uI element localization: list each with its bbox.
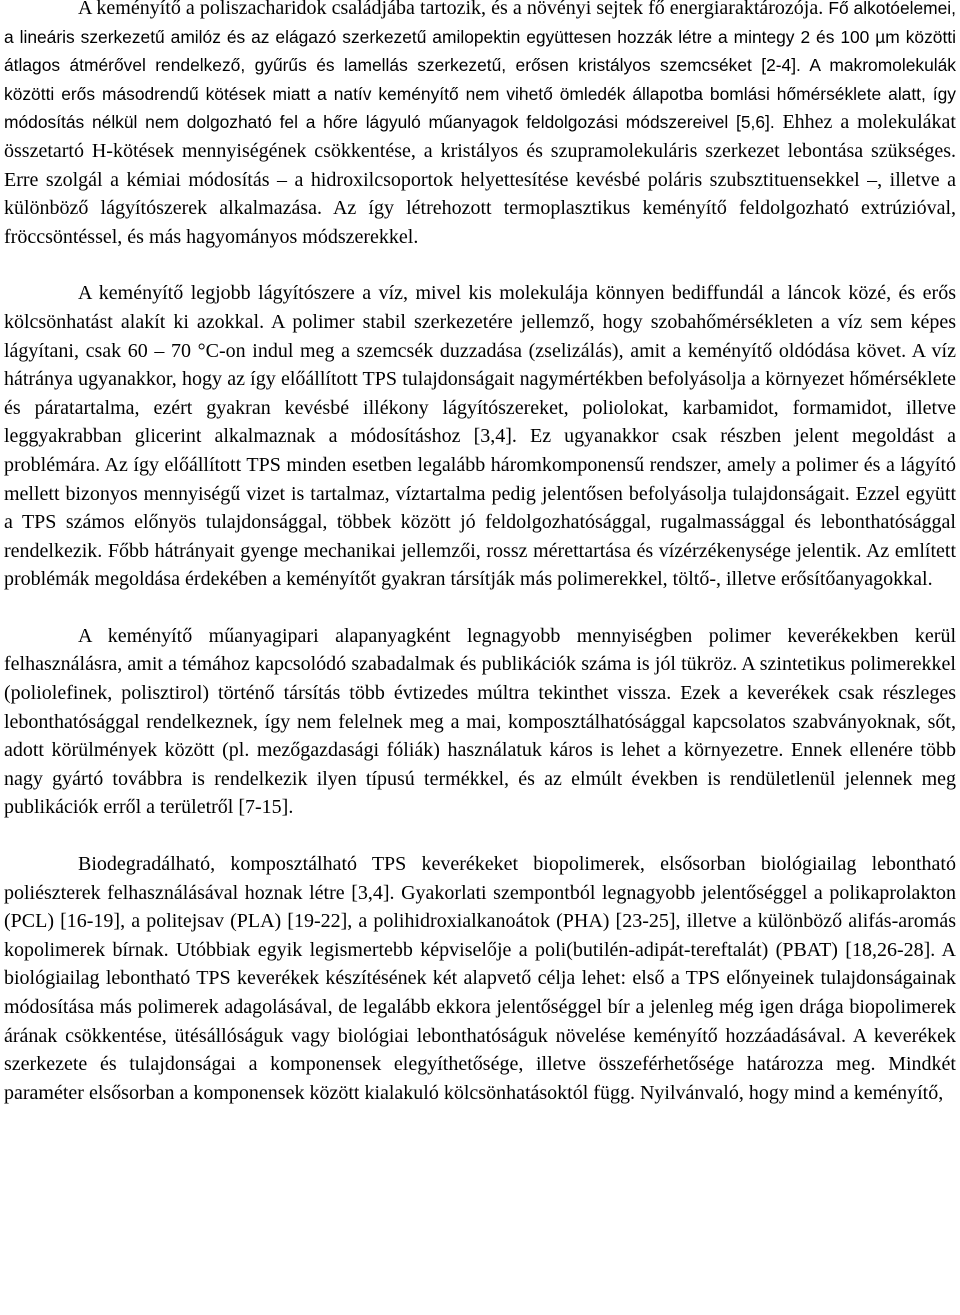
paragraph-4-segment-1: Biodegradálható, komposztálható TPS keverékeket biopolimerek, elsősorban biológiailag lebontható poliészterek felhasználásával hoznak létre [3,4]. Gyakorlati szempontból legnagyobb jelentőséggel a polikaprolakton (PCL) [16-19], a politejsav (PLA) [19-22], a polihidroxialkanoátok (PHA) [23-25], illetve a különböző alifás-aromás kopolimerek bírnak. Utóbbiak egyik legismertebb képviselője a poli(butilén-adipát-tereftalát) (PBAT) [18,26-28]. A biológiailag lebontható TPS keverékek készítésének két alapvető célja lehet: első a TPS előnyeinek tulajdonságainak módosítása más polimerek adagolásával, de legalább ekkora jelentőséggel bír a jelenleg még igen drága biopolimerek árának csökkentése, ütésállóságuk vagy biológiai lebonthatóságuk növelése keményítő hozzáadásával. A keverékek szerkezete és tulajdonságai a komponensek elegyíthetősége, illetve összeférhetősége határozza meg. Mindkét paraméter elsősorban a komponensek között kialakuló kölcsönhatásoktól függ. Nyilvánvaló, hogy mind a keményítő, bbox=[4, 853, 956, 1104]
paragraph-1-segment-2: Fő alkotóelemei, a lineáris szerkezetű amilóz és az elágazó szerkezetű amilopektin együttesen hozzák létre a mintegy 2 és 100 µm közötti átlagos átmérővel rendelkező, gyűrűs és lamellás szerkezetű, erősen kristályos szemcséket [2-4]. A makromolekulák közötti erős másodrendű kötések miatt a natív keményítő nem vihető ömledék állapotba bomlási hőmérséklete alatt, így módosítás nélkül nem dolgozható fel a hőre lágyuló műanyagok feldolgozási módszereivel [5,6]. bbox=[4, 0, 957, 133]
paragraph-1-segment-1: A keményítő a poliszacharidok családjába tartozik, és a növényi sejtek fő energiaraktározója. bbox=[78, 0, 829, 19]
paragraph-spacer bbox=[4, 822, 956, 850]
paragraph-spacer bbox=[4, 594, 956, 622]
paragraph-3 bbox=[4, 622, 956, 822]
paragraph-2 bbox=[4, 279, 956, 594]
paragraph-1-segment-3: Ehhez a molekulákat összetartó H-kötések mennyiségének csökkentése, a kristályos és szupramolekuláris szerkezet lebontása szükséges. Erre szolgál a kémiai módosítás – a hidroxilcsoportok helyettesítése kevésbé poláris szubsztituensekkel –, illetve a különböző lágyítószerek alkalmazása. Az így létrehozott termoplasztikus keményítő feldolgozható extrúzióval, fröccsöntéssel, és más hagyományos módszerekkel. bbox=[4, 111, 956, 248]
paragraph-2-segment-1: A keményítő legjobb lágyítószere a víz, mivel kis molekulája könnyen bediffundál a láncok közé, és erős kölcsönhatást alakít ki azokkal. A polimer stabil szerkezetére jellemző, hogy szobahőmérsékleten a víz sem képes lágyítani, csak 60 – 70 °C-on indul meg a szemcsék duzzadása (zselizálás), amit a keményítő oldódása követ. A víz hátránya ugyanakkor, hogy az így előállított TPS tulajdonságait nagymértékben befolyásolja a környezet hőmérséklete és páratartalma, ezért gyakran kevésbé illékony lágyítószereket, poliolokat, karbamidot, formamidot, illetve leggyakrabban glicerint alkalmaznak a módosításhoz [3,4]. Ez ugyanakkor csak részben jelent megoldást a problémára. Az így előállított TPS minden esetben legalább háromkomponensű rendszer, amely a polimer és a lágyító mellett bizonyos mennyiségű vizet is tartalmaz, víztartalma pedig jelentősen befolyásolja tulajdonságait. Ezzel együtt a TPS számos előnyös tulajdonsággal, többek között jó feldolgozhatósággal, rugalmassággal és lebonthatósággal rendelkezik. Főbb hátrányait gyenge mechanikai jellemzői, rossz mérettartása és vízérzékenysége jelentik. Az említett problémák megoldása érdekében a keményítőt gyakran társítják más polimerekkel, töltő-, illetve erősítőanyagokkal. bbox=[4, 282, 956, 591]
paragraph-3-segment-1: A keményítő műanyagipari alapanyagként legnagyobb mennyiségben polimer keverékekben kerül felhasználásra, amit a témához kapcsolódó szabadalmak és publikációk száma is jól tükröz. A szintetikus polimerekkel (poliolefinek, polisztirol) történő társítás több évtizedes múltra tekinthet vissza. Ezek a keverékek csak részleges lebonthatósággal rendelkeznek, így nem felelnek meg a mai, komposztálhatósággal kapcsolatos szabványoknak, sőt, adott körülmények között (pl. mezőgazdasági fóliák) használatuk káros is lehet a környezetre. Ennek ellenére több nagy gyártó továbbra is rendelkezik ilyen típusú termékkel, és az elmúlt években is rendületlenül jelennek meg publikációk erről a területről [7-15]. bbox=[4, 624, 956, 819]
paragraph-4 bbox=[4, 850, 956, 1107]
paragraph-1 bbox=[4, 0, 956, 251]
document-page bbox=[4, 0, 956, 1107]
paragraph-spacer bbox=[4, 251, 956, 279]
